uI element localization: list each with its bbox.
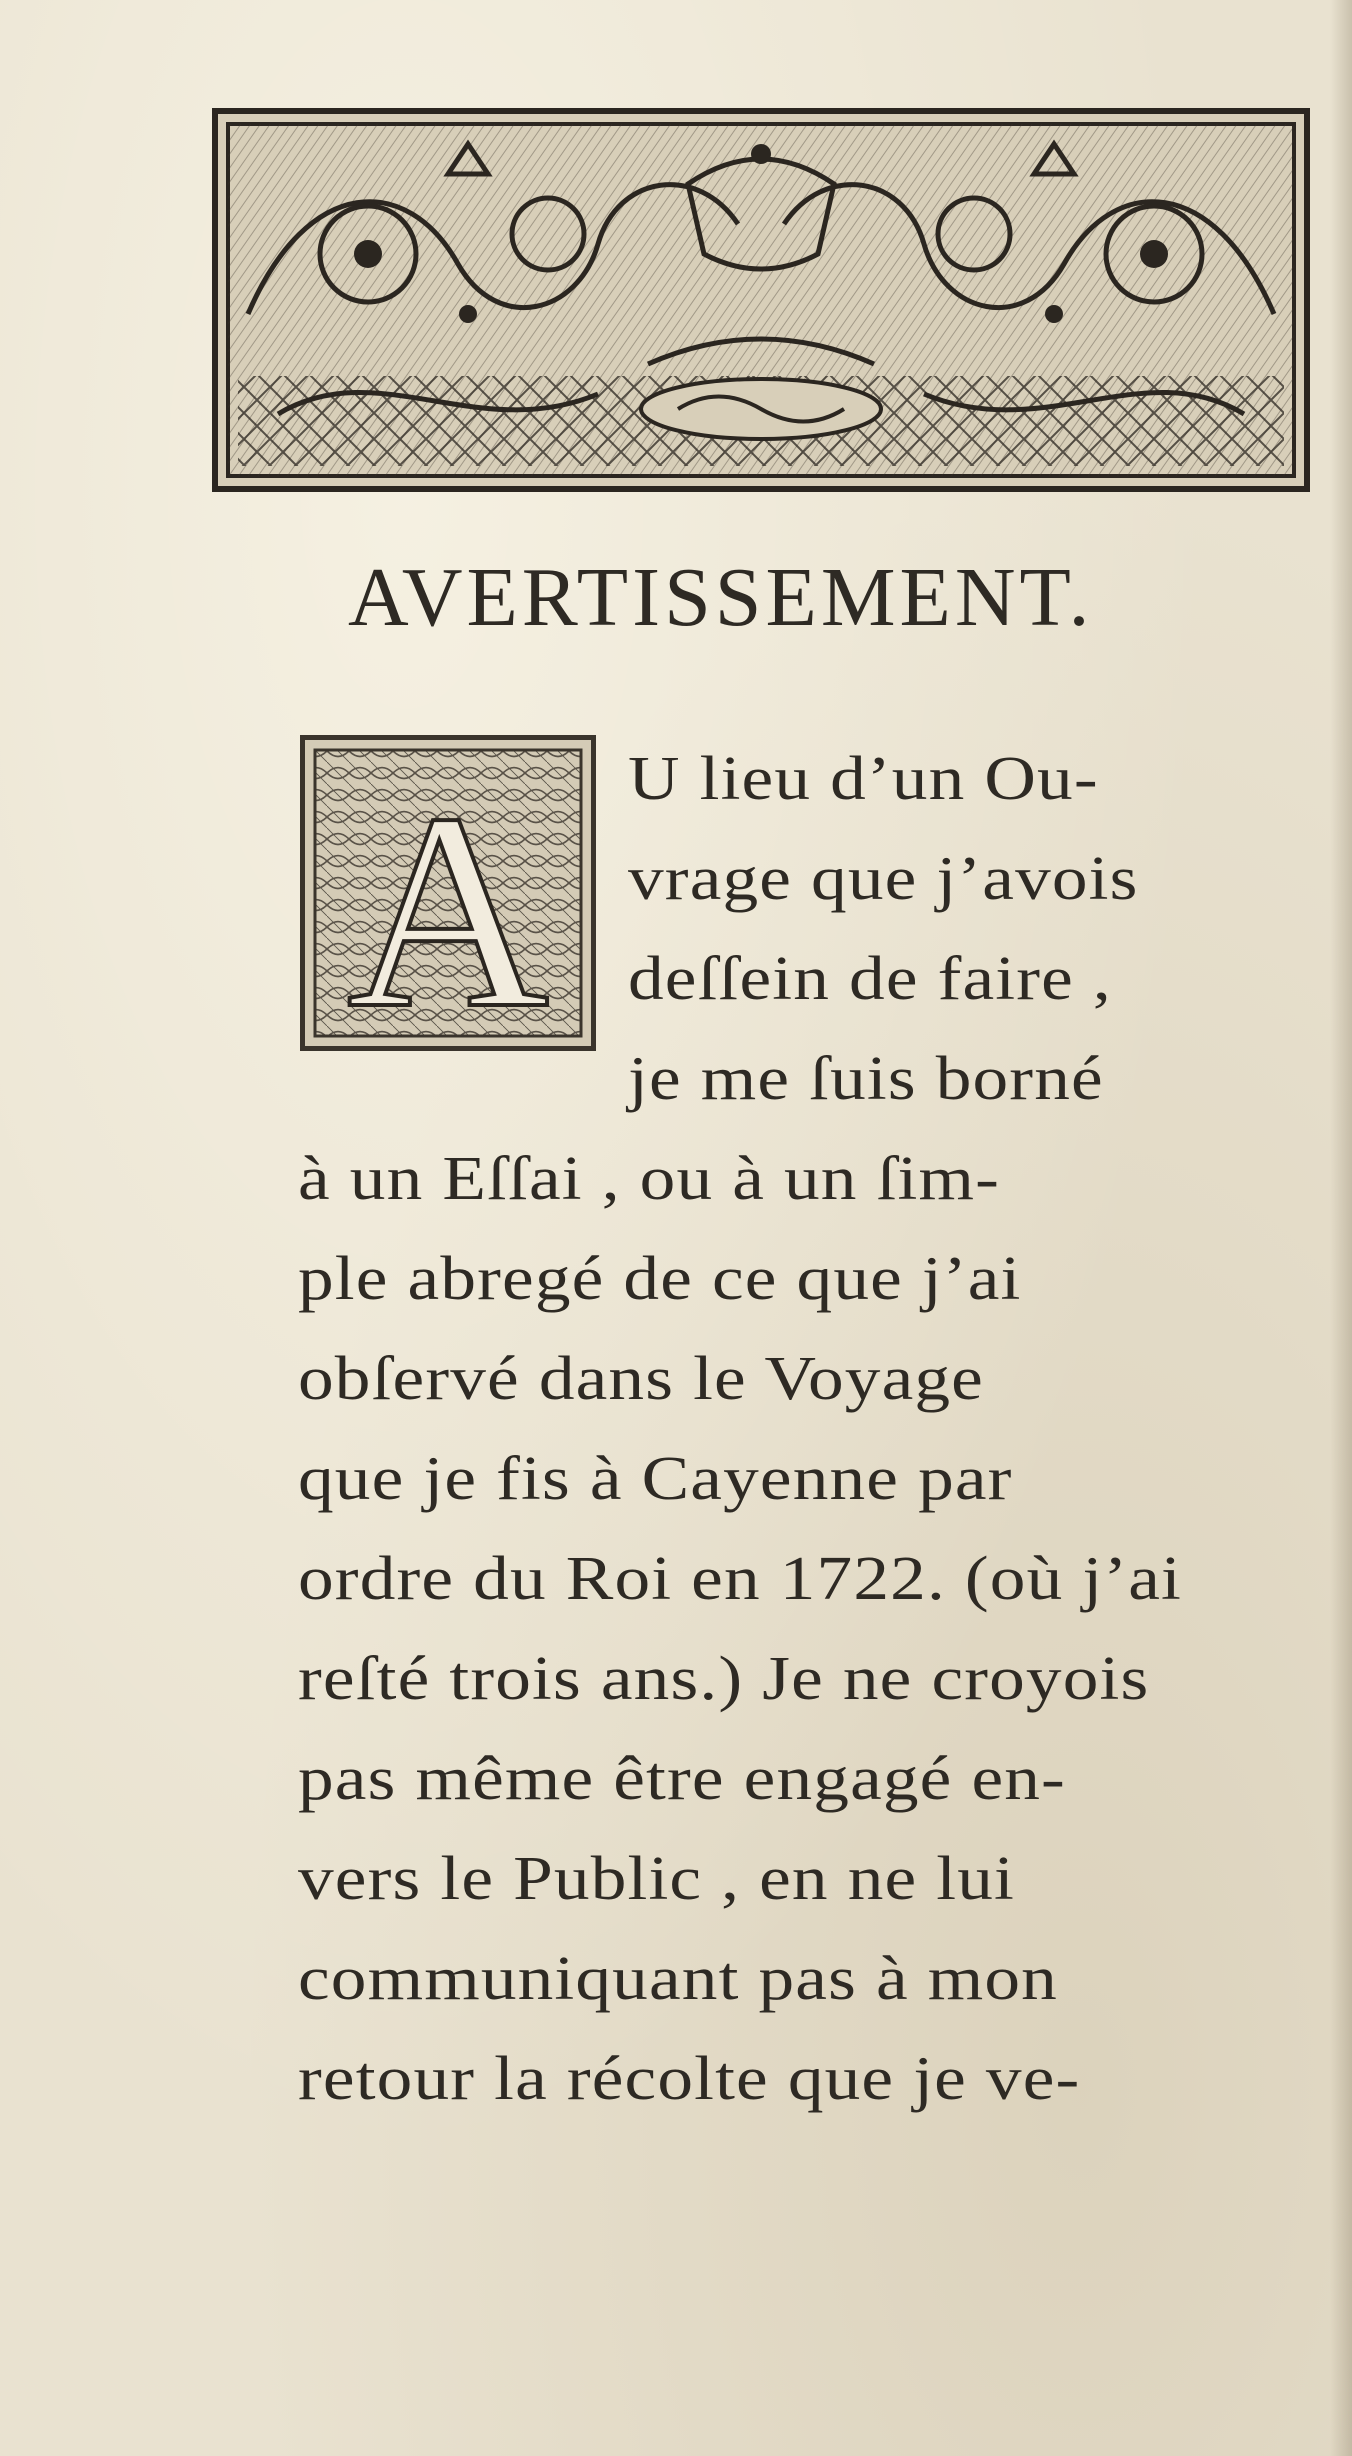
text-line: ple abregé de ce que j’ai (298, 1245, 1022, 1313)
page-edge-shadow (1330, 0, 1352, 2456)
page-title: AVERTISSEMENT. (348, 551, 1094, 644)
text-line: communiquant pas à mon (298, 1945, 1058, 2013)
text-line: pas même être engagé en- (298, 1745, 1066, 1813)
text-line: à un Eſſai , ou à un ſim- (298, 1145, 1001, 1213)
text-line: ordre du Roi en 1722. (où j’ai (298, 1545, 1182, 1613)
ornamental-headpiece-icon (212, 108, 1310, 492)
drop-cap-initial-icon (300, 735, 596, 1051)
text-line: obſervé dans le Voyage (298, 1345, 984, 1413)
text-line: reſté trois ans.) Je ne croyois (298, 1645, 1150, 1713)
text-line: je me ſuis borné (628, 1045, 1104, 1113)
text-line: deſſein de faire , (628, 945, 1112, 1013)
text-line: que je fis à Cayenne par (298, 1445, 1013, 1513)
text-line: vrage que j’avois (628, 845, 1139, 913)
drop-cap-letter: A (346, 755, 550, 1046)
text-line: U lieu d’un Ou- (628, 745, 1099, 813)
text-line: vers le Public , en ne lui (298, 1845, 1016, 1913)
text-line: retour la récolte que je ve- (298, 2045, 1081, 2113)
